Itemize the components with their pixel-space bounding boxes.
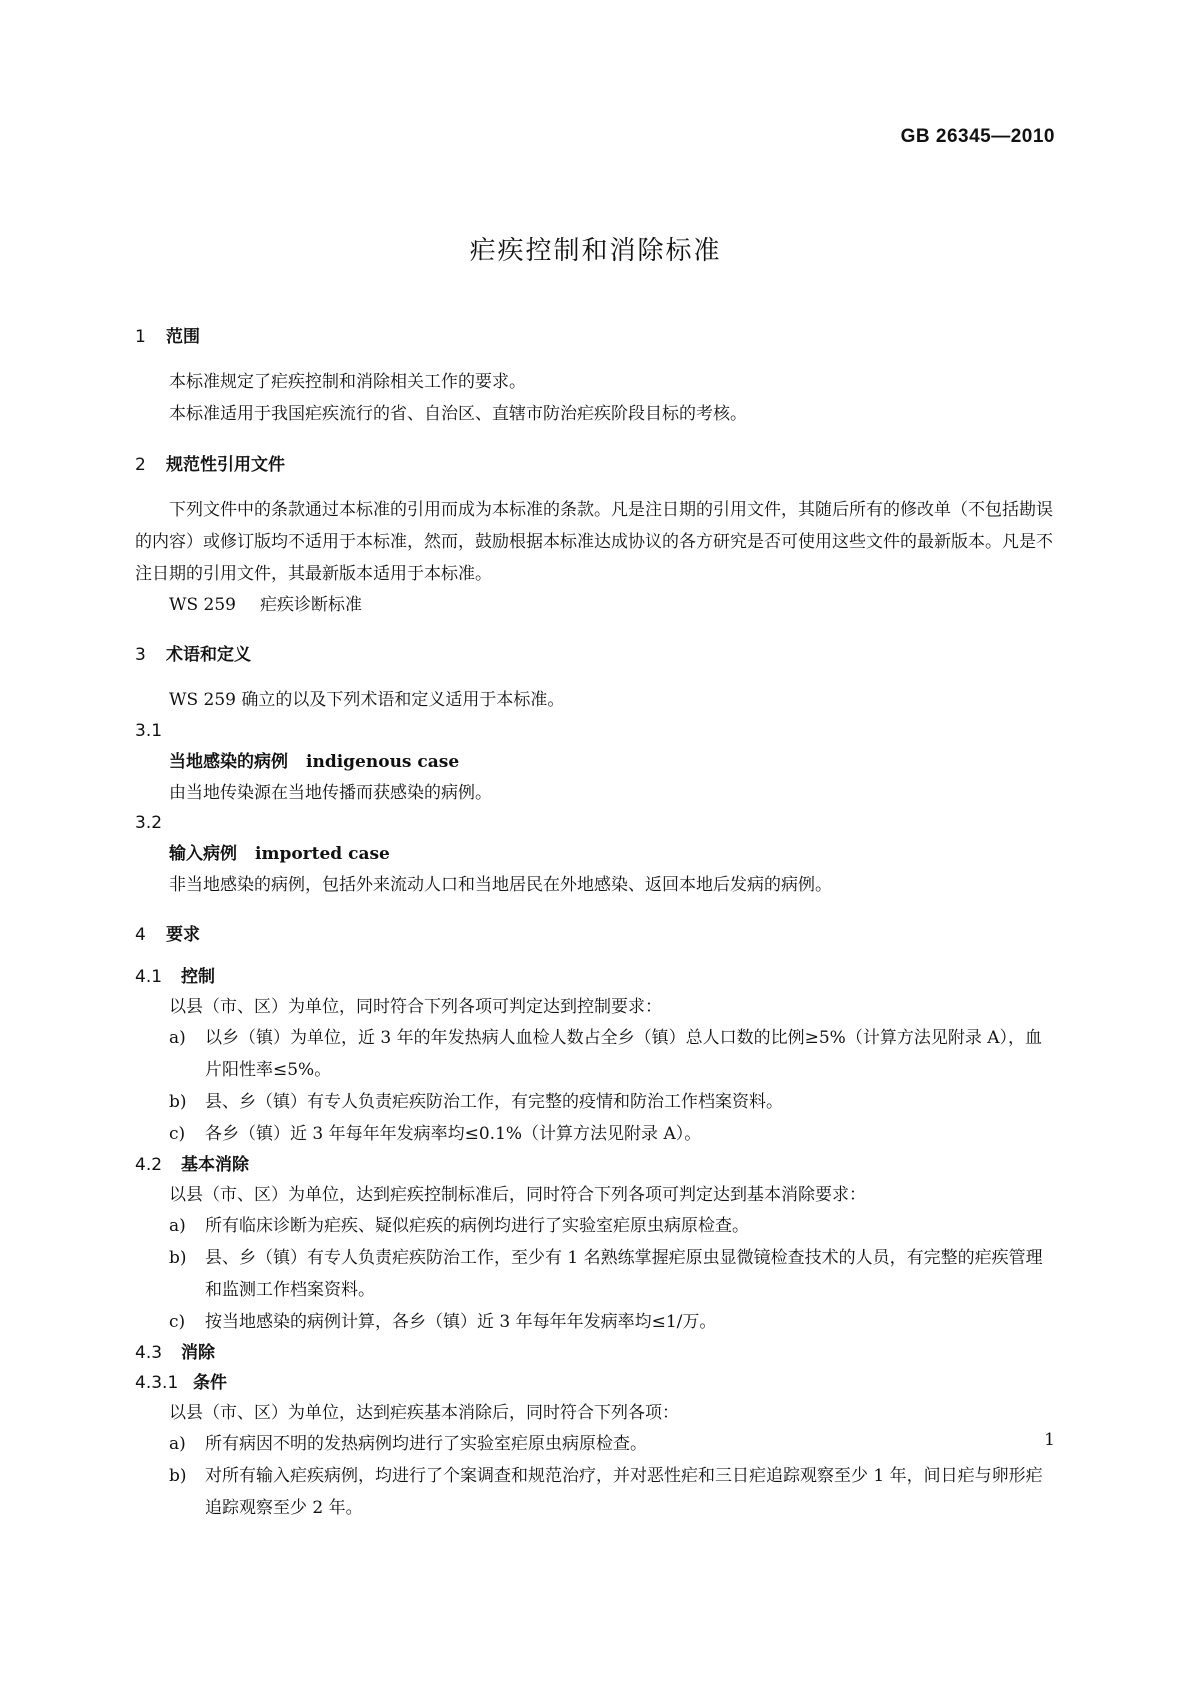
section-title: 范围: [166, 327, 200, 347]
clause-intro: 以县（市、区）为单位，同时符合下列各项可判定达到控制要求：: [169, 997, 662, 1017]
clause-4-1-heading: [135, 962, 1058, 992]
section-title: 要求: [166, 925, 200, 945]
list-item-text: 各乡（镇）近 3 年每年年发病率均≤0.1%（计算方法见附录 A）。: [205, 1124, 702, 1144]
clause-title: 控制: [181, 967, 215, 987]
term-en: indigenous case: [306, 752, 460, 772]
paragraph: 本标准适用于我国疟疾流行的省、自治区、直辖市防治疟疾阶段目标的考核。: [169, 404, 747, 424]
section-1-heading: [135, 322, 1058, 352]
list-item: [135, 1242, 1058, 1306]
section-number: 2: [135, 455, 146, 475]
term-3-2: [135, 838, 1058, 870]
term-zh: 当地感染的病例: [169, 752, 288, 772]
list-marker: a): [169, 1216, 186, 1236]
section-title: 规范性引用文件: [166, 455, 285, 475]
clause-number: 4.3.1: [135, 1373, 179, 1393]
clause-4-2-heading: [135, 1150, 1058, 1180]
list-item: [135, 1306, 1058, 1338]
list-marker: a): [169, 1434, 186, 1454]
section-3-heading: [135, 640, 1058, 670]
list-marker: b): [169, 1092, 187, 1112]
list-item: [135, 1086, 1058, 1118]
list-item: [135, 1022, 1058, 1086]
normative-reference: [135, 590, 1058, 620]
clause-4-3-1-heading: [135, 1368, 1058, 1398]
clause-intro: 以县（市、区）为单位，达到疟疾控制标准后，同时符合下列各项可判定达到基本消除要求：: [169, 1185, 866, 1205]
clause-title: 基本消除: [181, 1155, 249, 1175]
clause-number: 3.2: [135, 813, 163, 833]
term-zh: 输入病例: [169, 844, 237, 864]
list-item-text: 对所有输入疟疾病例，均进行了个案调查和规范治疗，并对恶性疟和三日疟追踪观察至少 1 年，间日疟与卵形疟追踪观察至少 2 年。: [205, 1466, 1043, 1518]
section-number: 3: [135, 645, 146, 665]
document-title: 疟疾控制和消除标准: [469, 236, 722, 266]
term-3-1: [135, 746, 1058, 778]
section-number: 1: [135, 327, 146, 347]
term-en: imported case: [255, 844, 390, 864]
clause-number: 3.1: [135, 721, 163, 741]
clause-number: 4.1: [135, 967, 163, 987]
term-3-2-number: [135, 808, 1058, 838]
section-4-heading: [135, 920, 1058, 950]
list-marker: a): [169, 1028, 186, 1048]
paragraph: 下列文件中的条款通过本标准的引用而成为本标准的条款。凡是注日期的引用文件，其随后所有的修改单（不包括勘误的内容）或修订版均不适用于本标准，然而，鼓励根据本标准达成协议的各方研究是否可使用这些文件的最新版本。凡是不注日期的引用文件，其最新版本适用于本标准。: [135, 500, 1053, 584]
page-number: 1: [1044, 1430, 1055, 1450]
standard-number: GB 26345—2010: [900, 126, 1055, 147]
list-item: [135, 1428, 1058, 1460]
list-item: [135, 1118, 1058, 1150]
list-marker: b): [169, 1466, 187, 1486]
list-item-text: 以乡（镇）为单位，近 3 年的年发热病人血检人数占全乡（镇）总人口数的比例≥5%（计算方法见附录 A），血片阳性率≤5%。: [205, 1028, 1043, 1080]
term-definition: 由当地传染源在当地传播而获感染的病例。: [169, 783, 492, 803]
list-item-text: 所有病因不明的发热病例均进行了实验室疟原虫病原检查。: [205, 1434, 647, 1454]
paragraph: 本标准规定了疟疾控制和消除相关工作的要求。: [169, 372, 526, 392]
section-number: 4: [135, 925, 146, 945]
clause-title: 消除: [181, 1343, 215, 1363]
clause-number: 4.2: [135, 1155, 163, 1175]
list-item: [135, 1460, 1058, 1524]
section-2-heading: [135, 450, 1058, 480]
clause-intro: 以县（市、区）为单位，达到疟疾基本消除后，同时符合下列各项：: [169, 1403, 679, 1423]
section-title: 术语和定义: [166, 645, 251, 665]
list-item-text: 县、乡（镇）有专人负责疟疾防治工作，至少有 1 名熟练掌握疟原虫显微镜检查技术的人员，有完整的疟疾管理和监测工作档案资料。: [205, 1248, 1043, 1300]
reference-title: 疟疾诊断标准: [259, 595, 362, 615]
term-definition: 非当地感染的病例，包括外来流动人口和当地居民在外地感染、返回本地后发病的病例。: [169, 875, 832, 895]
list-marker: c): [169, 1312, 186, 1332]
list-marker: b): [169, 1248, 187, 1268]
list-item-text: 按当地感染的病例计算，各乡（镇）近 3 年每年年发病率均≤1/万。: [205, 1312, 717, 1332]
clause-title: 条件: [193, 1373, 227, 1393]
list-item-text: 县、乡（镇）有专人负责疟疾防治工作，有完整的疫情和防治工作档案资料。: [205, 1092, 783, 1112]
clause-number: 4.3: [135, 1343, 163, 1363]
paragraph: WS 259 确立的以及下列术语和定义适用于本标准。: [169, 690, 565, 710]
clause-4-3-heading: [135, 1338, 1058, 1368]
reference-code: WS 259: [169, 595, 236, 615]
list-item: [135, 1210, 1058, 1242]
list-item-text: 所有临床诊断为疟疾、疑似疟疾的病例均进行了实验室疟原虫病原检查。: [205, 1216, 749, 1236]
list-marker: c): [169, 1124, 186, 1144]
term-3-1-number: [135, 716, 1058, 746]
document-body: [135, 322, 1058, 1524]
